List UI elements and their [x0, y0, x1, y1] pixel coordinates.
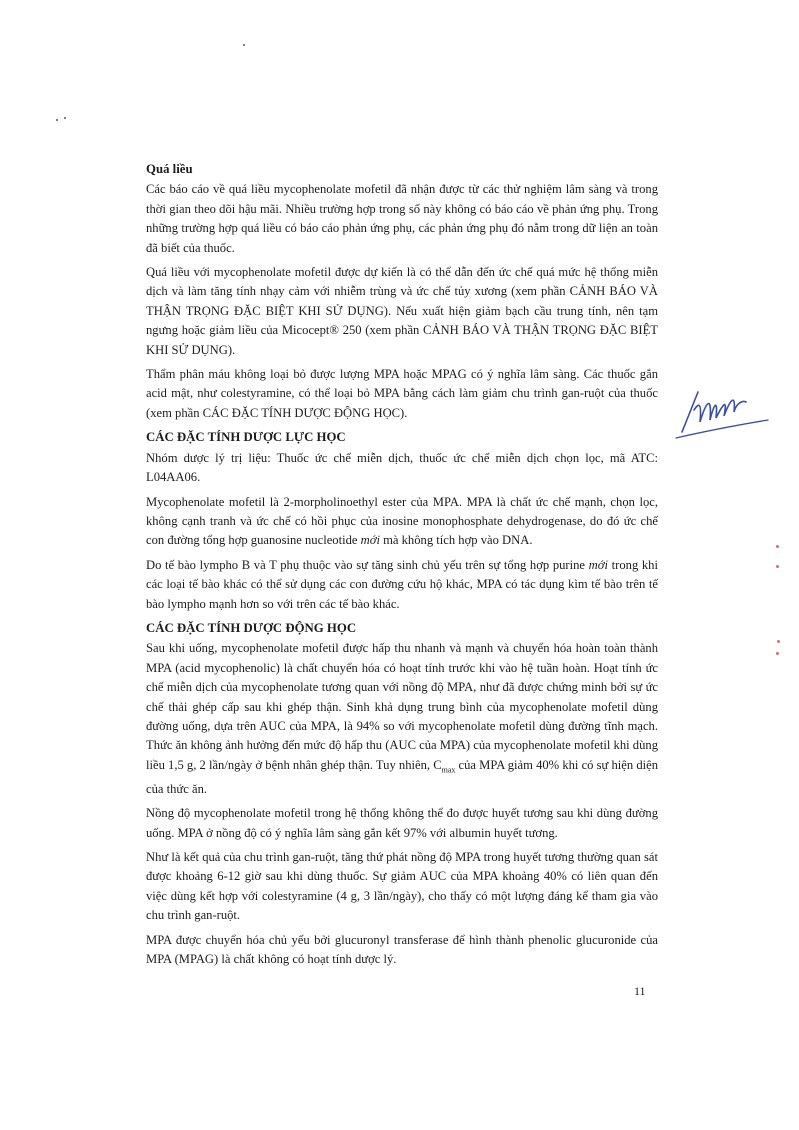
section-heading-overdose: Quá liều [146, 162, 193, 176]
italic-text: mới [360, 533, 380, 548]
text-run: Mycophenolate mofetil là 2-morpholinoethyl ester của MPA. MPA là chất ức chế mạnh, chọn lọc, không cạnh tranh và ức chế có hồi phục của inosine monophosphate dehydrogenase, do đó ức chế con đường tổng hợp guanosine nucleotide [146, 494, 658, 548]
text-run: Do tế bào lympho B và T phụ thuộc vào sự tăng sinh chủ yếu trên sự tổng hợp purine [146, 557, 589, 572]
paragraph [146, 639, 658, 799]
paragraph: MPA được chuyển hóa chủ yếu bởi glucuronyl transferase để hình thành phenolic glucuronide của MPA (MPAG) là chất không có hoạt tính dược lý. [146, 932, 658, 966]
text-run: trong khi các loại tế bào khác có thể sử dụng các con đường cứu hộ khác, MPA có tác dụng kìm tế bào trên tế bào lympho mạnh hơn so với trên các tế bào khác. [146, 557, 658, 611]
paragraph [146, 493, 658, 551]
paragraph: Thẩm phân máu không loại bỏ được lượng MPA hoặc MPAG có ý nghĩa lâm sàng. Các thuốc gắn acid mật, như colestyramine, có thể loại bỏ MPA bằng cách làm giảm chu trình gan-ruột của thuốc (xem phần CÁC ĐẶC TÍNH DƯỢC ĐỘNG HỌC). [146, 367, 658, 420]
stamp-mark [776, 545, 779, 548]
stamp-mark [777, 640, 780, 643]
paragraph: Nhóm dược lý trị liệu: Thuốc ức chế miễn dịch, thuốc ức chế miễn dịch chọn lọc, mã ATC: L04AA06. [146, 450, 658, 485]
scan-speck [243, 44, 245, 46]
page-number: 11 [634, 984, 646, 998]
signature-initials [672, 382, 772, 442]
italic-text: mới [588, 557, 608, 572]
paragraph: Như là kết quả của chu trình gan-ruột, tăng thứ phát nồng độ MPA trong huyết tương thường quan sát được khoảng 6-12 giờ sau khi dùng thuốc. Sự giảm AUC của MPA khoảng 40% có liên quan đến việc dùng kết hợp với colestyramine (4 g, 3 lần/ngày), cho thấy có một lượng đáng kể tham gia vào chu trình gan-ruột. [146, 849, 658, 923]
paragraph: Quá liều với mycophenolate mofetil được dự kiến là có thể dẫn đến ức chế quá mức hệ thống miễn dịch và làm tăng tính nhạy cảm với nhiễm trùng và ức chế tủy xương (xem phần CẢNH BÁO VÀ THẬN TRỌNG ĐẶC BIỆT KHI SỬ DỤNG). Nếu xuất hiện giảm bạch cầu trung tính, nên tạm ngưng hoặc giảm liều của Micocept® 250 (xem phần CẢNH BÁO VÀ THẬN TRỌNG ĐẶC BIỆT KHI SỬ DỤNG). [146, 265, 658, 357]
subscript: max [441, 765, 456, 775]
scan-speck [56, 119, 58, 121]
paragraph [146, 556, 658, 614]
paragraph: Các báo cáo về quá liều mycophenolate mofetil đã nhận được từ các thử nghiệm lâm sàng và trong thời gian theo dõi hậu mãi. Nhiều trường hợp trong số này không có báo cáo về phản ứng phụ. Trong những trường hợp quá liều có báo cáo phản ứng phụ, các phản ứng phụ đó nằm trong dữ liện an toàn đã biết của thuốc. [146, 182, 658, 255]
document-body [146, 160, 658, 974]
stamp-mark [776, 652, 779, 655]
stamp-mark [776, 565, 779, 568]
text-run: Sau khi uống, mycophenolate mofetil được hấp thu nhanh và mạnh và chuyển hóa hoàn toàn thành MPA (acid mycophenolic) là chất chuyển hóa có hoạt tính trước khi vào hệ tuần hoàn. Hoạt tính ức chế miễn dịch của mycophenolate tương quan với nồng độ MPA, như đã được chứng minh bởi sự ức chế thải ghép cấp sau khi ghép thận. Sinh khả dụng trung bình của mycophenolate mofetil dùng đường uống, dựa trên AUC của MPA, là 94% so với mycophenolate mofetil dùng đường tĩnh mạch. Thức ăn không ảnh hưởng đến mức độ hấp thu (AUC của MPA) của mycophenolate mofetil khi dùng liều 1,5 g, 2 lần/ngày ở bệnh nhân ghép thận. Tuy nhiên, C [146, 641, 658, 772]
paragraph: Nồng độ mycophenolate mofetil trong hệ thống không thể đo được huyết tương sau khi dùng đường uống. MPA ở nồng độ có ý nghĩa lâm sàng gắn kết 97% với albumin huyết tương. [146, 806, 658, 840]
section-heading-pharmacokinetics: CÁC ĐẶC TÍNH DƯỢC ĐỘNG HỌC [146, 620, 357, 635]
scan-speck [64, 117, 66, 119]
text-run: của MPA giảm 40% khi có sự hiện diện của thức ăn. [146, 757, 658, 796]
text-run: mà không tích hợp vào DNA. [379, 533, 533, 548]
section-heading-pharmacodynamics: CÁC ĐẶC TÍNH DƯỢC LỰC HỌC [146, 430, 346, 445]
